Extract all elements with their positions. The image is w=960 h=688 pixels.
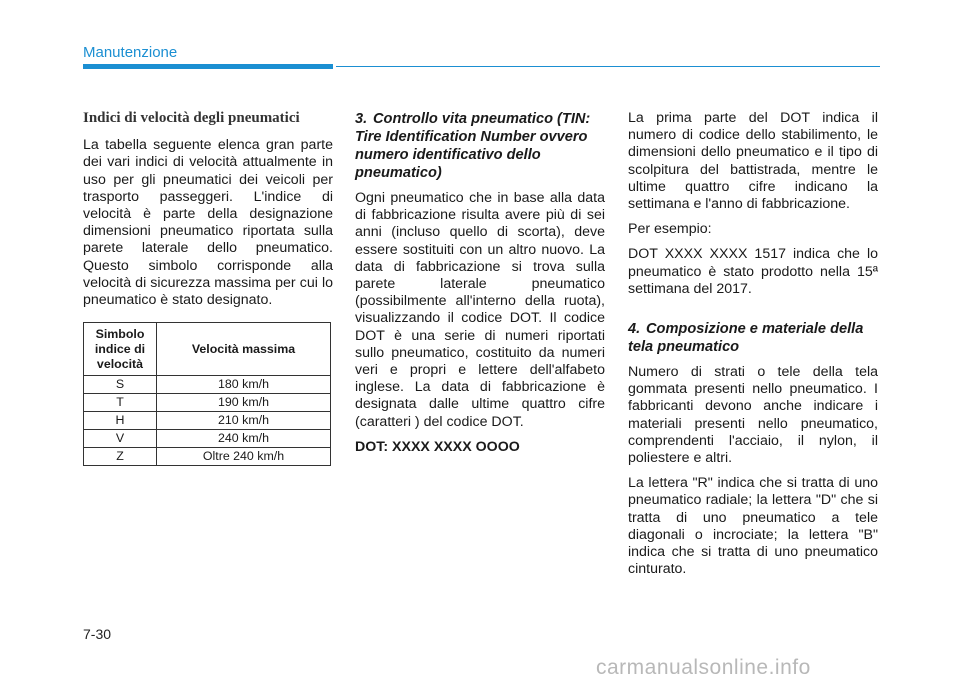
table-row bbox=[84, 448, 331, 466]
column-left bbox=[83, 110, 333, 317]
speed-cell: 240 km/h bbox=[157, 430, 331, 448]
symbol-cell: S bbox=[84, 376, 157, 394]
speed-index-paragraph: La tabella seguente elenca gran parte dei vari indici di velocità attualmente in uso per gli pneumatici dei veicoli per trasporto passeggeri. L'indice di velocità è parte della designazione dimensioni pneumatico riportata sulla parete laterale dello pneumatico. Questo simbolo corrisponde alla velocità di sicurezza massima per cui lo pneumatico è stato designato. bbox=[83, 137, 333, 309]
dot-example-paragraph: DOT XXXX XXXX 1517 indica che lo pneumatico è stato prodotto nella 15ª settimana del 2017. bbox=[628, 246, 878, 297]
symbol-cell: V bbox=[84, 430, 157, 448]
page-number: 7-30 bbox=[83, 626, 112, 642]
ply-composition-heading bbox=[628, 320, 878, 356]
table-header-row bbox=[84, 323, 331, 376]
watermark-text: carmanualsonline.info bbox=[596, 656, 811, 679]
dot-explanation-paragraph: La prima parte del DOT indica il numero di codice dello stabilimento, le dimensioni dello pneumatico e il tipo di scolpitura del battistrada, mentre le ultime quattro cifre indicano la settimana e l'anno di fabbricazione. bbox=[628, 110, 878, 213]
symbol-cell: T bbox=[84, 394, 157, 412]
radial-letters-paragraph: La lettera "R" indica che si tratta di uno pneumatico radiale; la lettera "D" che si tratta di uno pneumatico a tele diagonali o incrociate; la lettera "B" indica che si tratta di uno pneumatico cinturato. bbox=[628, 475, 878, 578]
dot-code-example: DOT: XXXX XXXX OOOO bbox=[355, 438, 520, 455]
table-row bbox=[84, 430, 331, 448]
speed-cell: 180 km/h bbox=[157, 376, 331, 394]
section-header-title: Manutenzione bbox=[83, 44, 178, 61]
tire-life-heading bbox=[355, 110, 605, 182]
header-max-speed: Velocità massima bbox=[157, 323, 331, 376]
speed-index-heading: Indici di velocità degli pneumatici bbox=[83, 110, 300, 126]
speed-cell: 210 km/h bbox=[157, 412, 331, 430]
tire-life-paragraph: Ogni pneumatico che in base alla data di fabbricazione risulta avere più di sei anni (incluso quello di scorta), deve essere sostituiti con un altro nuovo. La data di fabbricazione si trova sulla parete laterale pneumatico (possibilmente all'interno della ruota), visualizzando il codice DOT. Il codice DOT è una serie di numeri riportati sullo pneumatico, costituito da numeri veri e propri e lettere dell'alfabeto inglese. La data di fabbricazione è designata dalle ultime quattro cifre (caratteri ) del codice DOT. bbox=[355, 190, 605, 430]
symbol-cell: Z bbox=[84, 448, 157, 466]
header-symbol: Simbolo indice di velocità bbox=[84, 323, 157, 376]
column-middle bbox=[355, 110, 605, 464]
speed-cell: Oltre 240 km/h bbox=[157, 448, 331, 466]
section-title: Controllo vita pneumatico (TIN: Tire Identification Number ovvero numero identificativo dello pneumatico) bbox=[355, 111, 591, 181]
table-row bbox=[84, 412, 331, 430]
section-number: 4. bbox=[628, 321, 641, 338]
section-number: 3. bbox=[355, 111, 368, 127]
ply-paragraph: Numero di strati o tele della tela gommata presenti nello pneumatico. I fabbricanti devono anche indicare i materiali presenti nello pneumatico, comprendenti l'acciaio, il nylon, il poliestere e altri. bbox=[628, 364, 878, 467]
table-row bbox=[84, 394, 331, 412]
table-row bbox=[84, 376, 331, 394]
section-title: Composizione e materiale della tela pneumatico bbox=[628, 321, 864, 356]
symbol-cell: H bbox=[84, 412, 157, 430]
column-right bbox=[628, 110, 878, 586]
example-label: Per esempio: bbox=[628, 221, 712, 238]
header-rule-thick bbox=[83, 64, 333, 69]
speed-index-table bbox=[83, 322, 331, 466]
speed-cell: 190 km/h bbox=[157, 394, 331, 412]
header-rule-thin bbox=[336, 66, 880, 67]
